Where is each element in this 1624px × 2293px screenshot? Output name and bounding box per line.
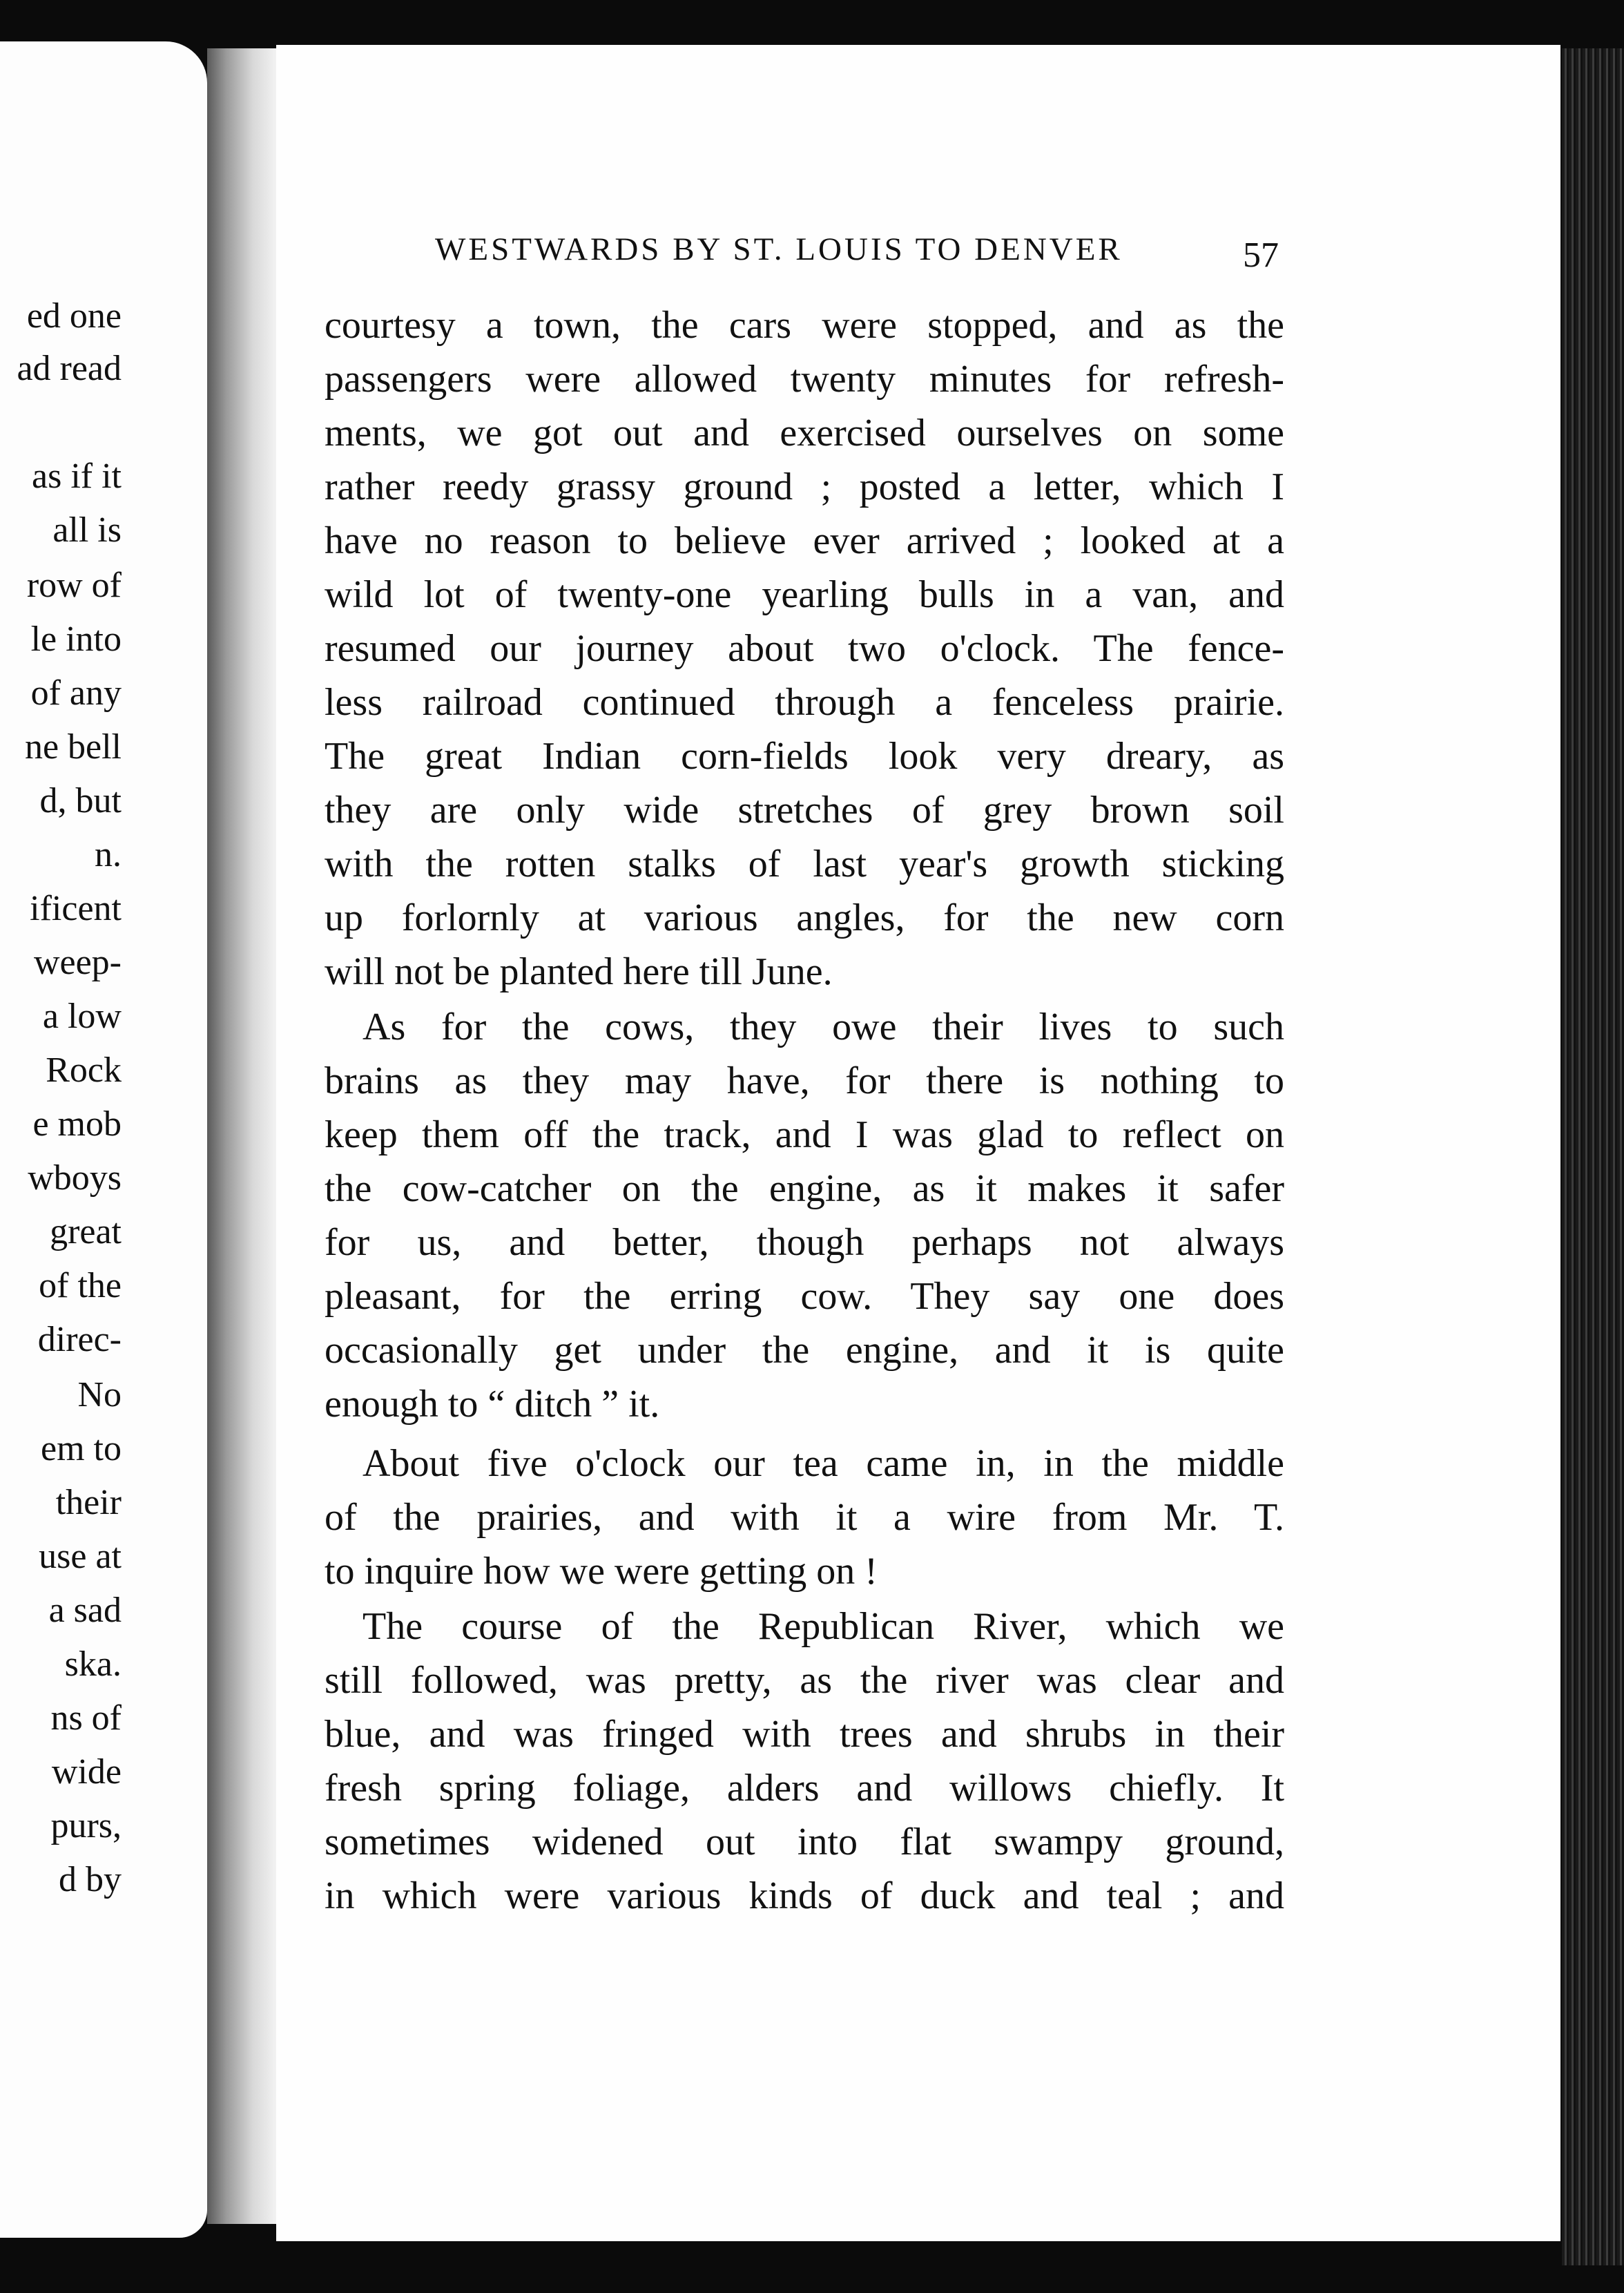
text-line: fresh spring foliage, alders and willows chiefly. It bbox=[325, 1767, 1284, 1810]
left-page-line: as if it bbox=[32, 457, 122, 496]
left-page-line: of the bbox=[39, 1266, 122, 1305]
page-number: 57 bbox=[1243, 236, 1279, 275]
left-page-line: use at bbox=[39, 1537, 122, 1576]
text-line: with the rotten stalks of last year's growth sticking bbox=[325, 843, 1284, 885]
left-page-line: their bbox=[55, 1483, 122, 1522]
left-page-line: ificent bbox=[30, 889, 122, 928]
left-page-line: n. bbox=[95, 835, 122, 874]
left-page-line: le into bbox=[30, 620, 122, 659]
paragraph-start-line: As for the cows, they owe their lives to such bbox=[362, 1006, 1284, 1048]
text-line: will not be planted here till June. bbox=[325, 950, 833, 993]
text-line: the cow-catcher on the engine, as it makes it safer bbox=[325, 1167, 1284, 1210]
left-page-line: a sad bbox=[48, 1591, 122, 1630]
text-line: brains as they may have, for there is nothing to bbox=[325, 1059, 1284, 1102]
text-line: up forlornly at various angles, for the new corn bbox=[325, 896, 1284, 939]
text-line: pleasant, for the erring cow. They say one does bbox=[325, 1275, 1284, 1318]
left-page-line: wboys bbox=[28, 1158, 122, 1198]
text-line: rather reedy grassy ground ; posted a letter, which I bbox=[325, 466, 1284, 508]
text-line: enough to “ ditch ” it. bbox=[325, 1383, 660, 1426]
left-page-line: all is bbox=[52, 510, 122, 550]
left-page-line: great bbox=[50, 1212, 122, 1251]
left-page-line: direc- bbox=[37, 1320, 122, 1359]
text-line: for us, and better, though perhaps not always bbox=[325, 1221, 1284, 1264]
text-line: still followed, was pretty, as the river was clear and bbox=[325, 1659, 1284, 1702]
left-page-line: Rock bbox=[46, 1050, 122, 1090]
left-page-line: of any bbox=[30, 673, 122, 713]
left-page-line: wide bbox=[51, 1752, 122, 1792]
text-line: have no reason to believe ever arrived ; looked at a bbox=[325, 519, 1284, 562]
text-line: blue, and was fringed with trees and shrubs in their bbox=[325, 1713, 1284, 1756]
left-page-line: row of bbox=[26, 566, 122, 605]
paragraph-start-line: About five o'clock our tea came in, in the middle bbox=[362, 1442, 1284, 1485]
text-line: wild lot of twenty-one yearling bulls in a van, and bbox=[325, 573, 1284, 616]
text-line: courtesy a town, the cars were stopped, and as the bbox=[325, 304, 1284, 347]
paragraph-start-line: The course of the Republican River, which we bbox=[362, 1605, 1284, 1648]
text-line: passengers were allowed twenty minutes for refresh- bbox=[325, 358, 1284, 401]
left-page-line: ns of bbox=[50, 1698, 122, 1738]
text-line: of the prairies, and with it a wire from Mr. T. bbox=[325, 1496, 1284, 1539]
left-page-line: a low bbox=[42, 997, 122, 1036]
text-line: sometimes widened out into flat swampy ground, bbox=[325, 1821, 1284, 1863]
text-line: in which were various kinds of duck and teal ; and bbox=[325, 1874, 1284, 1917]
left-page-line: ad read bbox=[17, 349, 122, 388]
left-page-line: d, but bbox=[39, 781, 122, 821]
text-line: to inquire how we were getting on ! bbox=[325, 1550, 878, 1593]
text-line: occasionally get under the engine, and it is quite bbox=[325, 1329, 1284, 1372]
running-head: WESTWARDS BY ST. LOUIS TO DENVER bbox=[435, 231, 1123, 267]
left-page-line: e mob bbox=[32, 1104, 122, 1144]
left-page-line: No bbox=[77, 1375, 122, 1414]
left-page-line: purs, bbox=[50, 1806, 122, 1845]
left-page-line: em to bbox=[41, 1429, 122, 1468]
left-page-line: weep- bbox=[33, 943, 122, 982]
text-line: they are only wide stretches of grey brown soil bbox=[325, 789, 1284, 832]
text-line: less railroad continued through a fenceless prairie. bbox=[325, 681, 1284, 724]
text-line: resumed our journey about two o'clock. The fence- bbox=[325, 627, 1284, 670]
text-line: keep them off the track, and I was glad to reflect on bbox=[325, 1113, 1284, 1156]
left-page-line: d by bbox=[59, 1860, 122, 1899]
left-page-line: ed one bbox=[26, 296, 122, 336]
left-page-line: ska. bbox=[64, 1644, 122, 1684]
left-page-line: ne bell bbox=[24, 727, 122, 767]
text-line: ments, we got out and exercised ourselves on some bbox=[325, 412, 1284, 454]
text-line: The great Indian corn-fields look very dreary, as bbox=[325, 735, 1284, 778]
